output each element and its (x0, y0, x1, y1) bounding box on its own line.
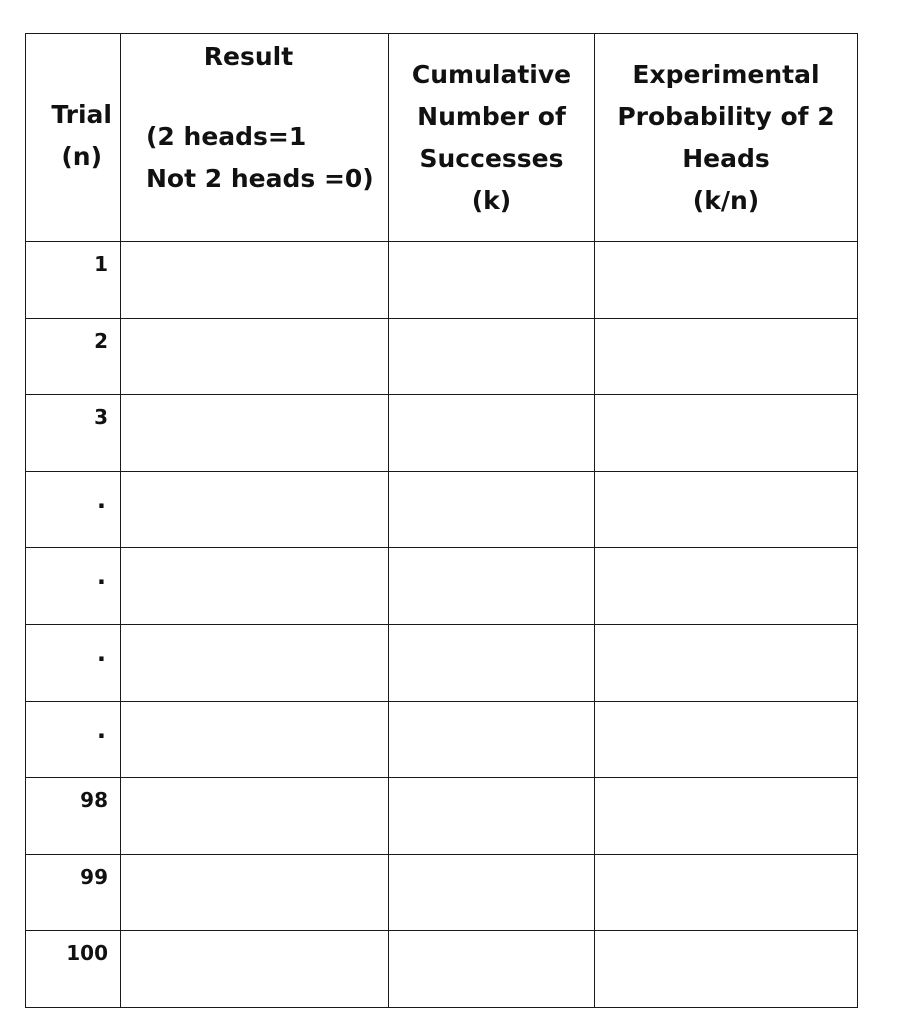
header-probability-line-1: Experimental (632, 60, 820, 89)
cumulative-cell[interactable] (389, 931, 595, 1008)
table-row (26, 778, 858, 855)
table-row (26, 548, 858, 625)
trial-number-cell (26, 471, 121, 548)
result-cell[interactable] (121, 242, 389, 319)
header-cumulative-line-4: (k) (471, 186, 512, 215)
ellipsis-dot: . (96, 638, 106, 667)
table-row (26, 318, 858, 395)
result-cell[interactable] (121, 395, 389, 472)
header-probability (595, 34, 858, 242)
probability-cell[interactable] (595, 242, 858, 319)
cumulative-cell[interactable] (389, 854, 595, 931)
header-result-rule-1: (2 heads=1 (146, 122, 307, 151)
header-cumulative-line-1: Cumulative (411, 60, 572, 89)
header-trial-symbol: (n) (61, 142, 102, 171)
table-row (26, 242, 858, 319)
trial-number-cell (26, 395, 121, 472)
probability-cell[interactable] (595, 318, 858, 395)
header-probability-line-4: (k/n) (692, 186, 760, 215)
header-trial (26, 34, 121, 242)
probability-cell[interactable] (595, 471, 858, 548)
cumulative-cell[interactable] (389, 395, 595, 472)
cumulative-cell[interactable] (389, 624, 595, 701)
table-row (26, 854, 858, 931)
header-result-title: Result (203, 42, 294, 71)
result-cell[interactable] (121, 778, 389, 855)
probability-cell[interactable] (595, 624, 858, 701)
header-probability-line-2: Probability of 2 (617, 102, 835, 131)
trial-number-cell (26, 624, 121, 701)
result-cell[interactable] (121, 624, 389, 701)
ellipsis-dot: . (96, 562, 106, 591)
cumulative-cell[interactable] (389, 548, 595, 625)
header-row (26, 34, 858, 242)
cumulative-cell[interactable] (389, 242, 595, 319)
header-result-rule-2: Not 2 heads =0) (146, 164, 374, 193)
trial-number-cell (26, 548, 121, 625)
probability-cell[interactable] (595, 931, 858, 1008)
cumulative-cell[interactable] (389, 318, 595, 395)
trial-number: 3 (94, 405, 108, 430)
trial-number: 98 (80, 788, 108, 813)
result-cell[interactable] (121, 318, 389, 395)
trial-number-cell (26, 931, 121, 1008)
probability-cell[interactable] (595, 395, 858, 472)
header-result (121, 34, 389, 242)
header-cumulative (389, 34, 595, 242)
trial-number: 2 (94, 328, 108, 353)
header-cumulative-line-3: Successes (419, 144, 564, 173)
result-cell[interactable] (121, 471, 389, 548)
trial-table (25, 33, 858, 1008)
trial-number-cell (26, 701, 121, 778)
trial-number: 100 (66, 941, 108, 966)
trial-number-cell (26, 242, 121, 319)
cumulative-cell[interactable] (389, 701, 595, 778)
result-cell[interactable] (121, 931, 389, 1008)
cumulative-cell[interactable] (389, 778, 595, 855)
header-trial-label: Trial (51, 100, 112, 129)
ellipsis-dot: . (96, 715, 106, 744)
table-row (26, 471, 858, 548)
table-row (26, 395, 858, 472)
trial-number-cell (26, 778, 121, 855)
trial-number-cell (26, 854, 121, 931)
header-cumulative-line-2: Number of (417, 102, 566, 131)
probability-cell[interactable] (595, 778, 858, 855)
result-cell[interactable] (121, 548, 389, 625)
header-probability-line-3: Heads (682, 144, 770, 173)
trial-number-cell (26, 318, 121, 395)
result-cell[interactable] (121, 701, 389, 778)
worksheet (25, 33, 857, 1007)
table-row (26, 931, 858, 1008)
trial-number: 99 (80, 864, 108, 889)
trial-number: 1 (94, 252, 108, 276)
probability-cell[interactable] (595, 854, 858, 931)
cumulative-cell[interactable] (389, 471, 595, 548)
probability-cell[interactable] (595, 548, 858, 625)
probability-cell[interactable] (595, 701, 858, 778)
ellipsis-dot: . (96, 485, 106, 514)
result-cell[interactable] (121, 854, 389, 931)
table-row (26, 701, 858, 778)
table-row (26, 624, 858, 701)
